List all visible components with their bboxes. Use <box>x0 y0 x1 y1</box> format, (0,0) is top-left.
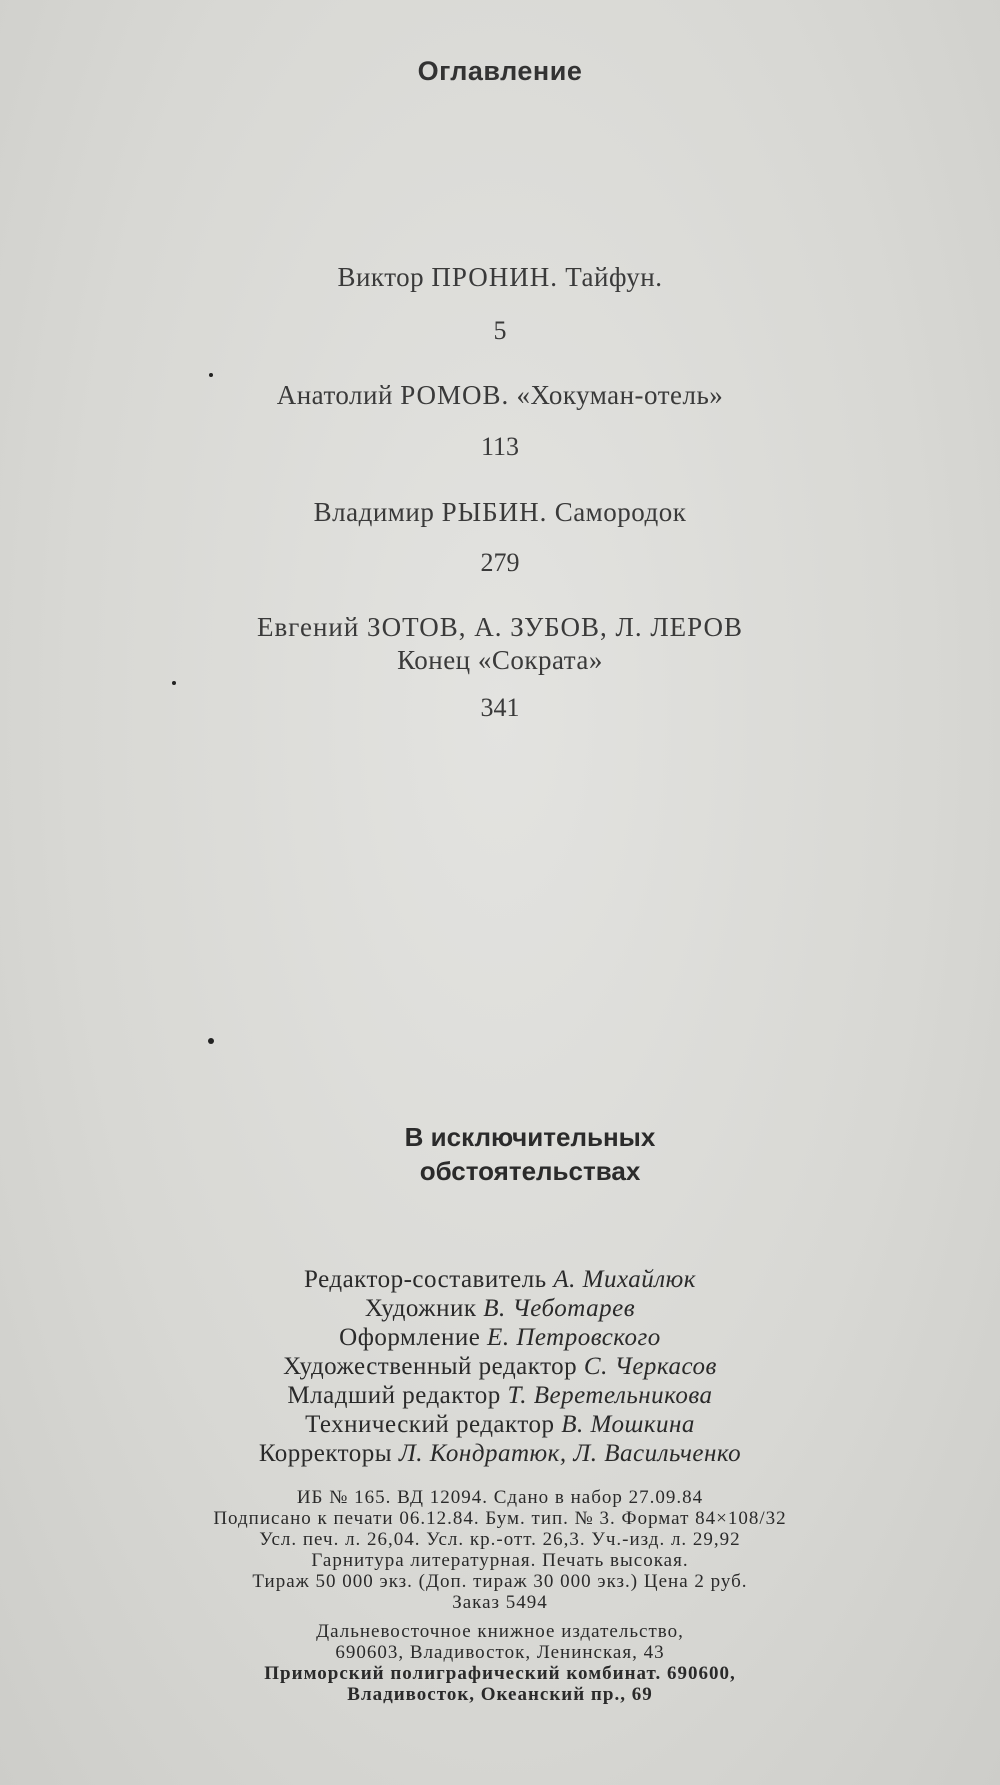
printer-line-2: Владивосток, Океанский пр., 69 <box>347 1684 653 1705</box>
imprint-line-3: Усл. печ. л. 26,04. Усл. кр.-отт. 26,3. Уч.-изд. л. 29,92 <box>259 1529 741 1550</box>
toc-work-title: Тайфун. <box>565 262 663 292</box>
toc-author-last: ПРОНИН. <box>431 262 558 292</box>
toc-author-last: РОМОВ. <box>400 380 510 410</box>
credit-compiler: Редактор-составитель А. Михайлюк <box>304 1266 696 1293</box>
paper-speck <box>209 373 213 377</box>
toc-entry-4-authors: Евгений ЗОТОВ, А. ЗУБОВ, Л. ЛЕРОВ <box>257 612 743 642</box>
imprint-line-4: Гарнитура литературная. Печать высокая. <box>311 1550 689 1571</box>
imprint-line-5: Тираж 50 000 экз. (Доп. тираж 30 000 экз.) Цена 2 руб. <box>252 1571 748 1592</box>
credit-proofreaders: Корректоры Л. Кондратюк, Л. Васильченко <box>258 1440 742 1467</box>
imprint-line-1: ИБ № 165. ВД 12094. Сдано в набор 27.09.84 <box>296 1487 704 1508</box>
publisher-line-1: Дальневосточное книжное издательство, <box>316 1621 684 1642</box>
toc-author-first: Виктор <box>337 262 425 292</box>
toc-entry-4-work: Конец «Сократа» <box>397 645 603 675</box>
credit-design: Оформление Е. Петровского <box>339 1324 661 1351</box>
credit-junior-editor: Младший редактор Т. Веретельникова <box>287 1382 713 1409</box>
toc-entry-4-page: 341 <box>480 693 520 722</box>
imprint-block <box>0 1487 1000 1705</box>
credit-art-editor: Художественный редактор С. Черкасов <box>283 1353 717 1380</box>
toc-entry-3-page: 279 <box>480 548 520 577</box>
book-title-line-2: обстоятельствах <box>419 1156 641 1186</box>
book-title-line-1: В исключительных <box>404 1122 656 1152</box>
toc-work-title: Самородок <box>554 497 687 527</box>
paper-speck <box>172 681 176 685</box>
imprint-line-6: Заказ 5494 <box>452 1592 548 1613</box>
toc-entry-1-author <box>0 262 1000 293</box>
toc-entry-2-page: 113 <box>480 432 520 461</box>
toc-title: Оглавление <box>417 56 583 86</box>
credit-artist: Художник В. Чеботарев <box>364 1295 636 1322</box>
printer-line-1: Приморский полиграфический комбинат. 690600, <box>264 1663 736 1684</box>
toc-author-first: Владимир <box>313 497 435 527</box>
paper-speck <box>208 1038 214 1044</box>
credit-tech-editor: Технический редактор В. Мошкина <box>305 1411 695 1438</box>
toc-entry-3-author <box>0 497 1000 528</box>
publisher-line-2: 690603, Владивосток, Ленинская, 43 <box>335 1642 665 1663</box>
toc-work-title: «Хокуман-отель» <box>516 380 724 410</box>
toc-entry-2-author <box>0 380 1000 411</box>
toc-author-first: Анатолий <box>276 380 393 410</box>
toc-entry-1-page: 5 <box>493 316 507 345</box>
credits-block <box>0 1265 1000 1468</box>
imprint-line-2: Подписано к печати 06.12.84. Бум. тип. № 3. Формат 84×108/32 <box>213 1508 787 1529</box>
book-title <box>360 1120 700 1188</box>
toc-author-last: РЫБИН. <box>441 497 548 527</box>
